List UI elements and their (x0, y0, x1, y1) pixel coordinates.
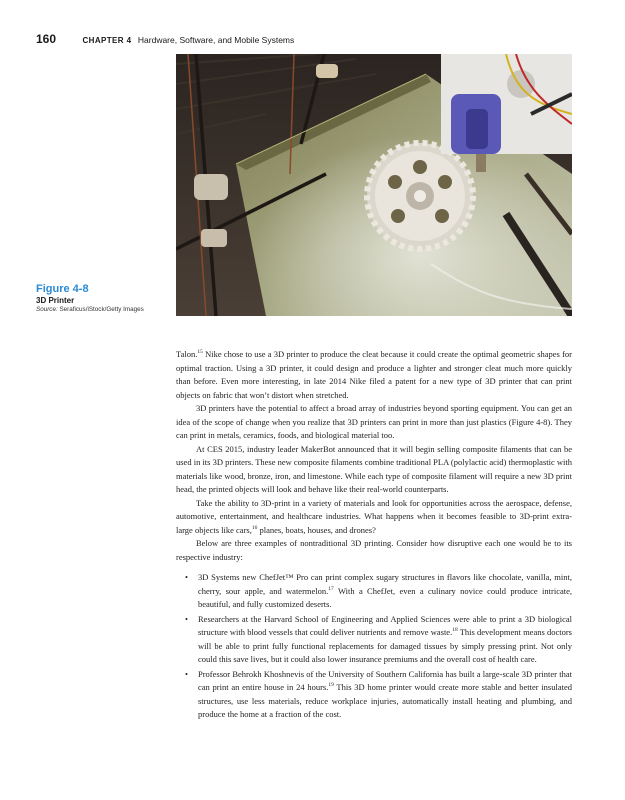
page-number: 160 (36, 32, 57, 46)
list-item: • 3D Systems new ChefJet™ Pro can print complex sugary structures in flavors like chocolate, vanilla, mint, cherry, sour apple, and watermelon.$^{17}$ With a ChefJet, even a culinary novice could produce intricate, beautiful, and fully customized deserts. (198, 571, 572, 612)
figure-label: Figure 4-8 (36, 283, 89, 295)
footnote-ref-15: 15 (197, 349, 203, 355)
figure-photo-3d-printer (176, 54, 572, 316)
list-item: • Researchers at the Harvard School of Engineering and Applied Sciences were able to print a 3D biological structure with blood vessels that could deliver nutrients and remove waste.$^{18}$ This development means doctors will be able to print fully functional replacements for damaged tissues by simply pressing print. Not only could this save lives, but it could also lower insurance premiums and the overall cost of health care. (198, 613, 572, 667)
figure-source-text: Seraficus/iStock/Getty Images (59, 306, 144, 313)
footnote-ref-16: 16 (251, 524, 258, 531)
paragraph-3: At CES 2015, industry leader MakerBot announced that it will begin selling composite filaments that can be used in its 3D printers. These new composite filaments combine traditional PLA (polylactic acid) thermoplastic with materials like wood, bronze, iron, and limestone. While each type of composite filament will require a new 3D print head, the printed objects will look and behave like their real-world counterparts. (176, 443, 572, 494)
running-header (36, 30, 294, 48)
paragraph-5: Below are three examples of nontraditional 3D printing. Consider how disruptive each one would be to its respective industry: (176, 538, 572, 562)
paragraph-2: 3D printers have the potential to affect a broad array of industries beyond sporting equipment. You can get an idea of the scope of change when you realize that 3D printers can print in more than just plastics (Figure 4-8). They can print in metals, ceramics, foods, and biological material too. (176, 403, 572, 440)
figure-title: 3D Printer (36, 296, 75, 305)
chapter-title: Hardware, Software, and Mobile Systems (137, 35, 295, 45)
footnote-ref-17: 17 (328, 585, 334, 592)
figure-caption (36, 283, 171, 313)
footnote-ref-19: 19 (328, 682, 334, 688)
examples-list (176, 571, 572, 722)
figure-source (36, 306, 171, 313)
list-item: • Professor Behrokh Khoshnevis of the University of Southern California has built a large-scale 3D printer that can print an entire house in 24 hours.$^{19}$ This 3D home printer would create more stable and better insulated structures, use less materials, reduce workplace injuries, automatically install heating and plumbing, and produce the home at a fraction of the cost. (198, 668, 572, 722)
chapter-label: CHAPTER 4 (82, 36, 132, 45)
paragraph-4: Take the ability to 3D-print in a variety of materials and look for opportunities across the aerospace, defense, automotive, entertainment, and healthcare industries. What happens when it becomes feasible to 3D-print extra-large objects like cars,$^{16}$ planes, boats, houses, and drones? (176, 497, 572, 535)
paragraph-1: Talon.$^{15}$ Nike chose to use a 3D printer to produce the cleat because it could create the optimal geometric shapes for optimal traction. Using a 3D printer, it could design and produce a lighter and stronger cleat much more quickly than before. Even more interesting, in late 2014 Nike filed a patent for a new type of 3D printer that can print objects on fabric that won’t distort when stretched. (176, 349, 572, 400)
footnote-ref-18: 18 (452, 627, 458, 633)
figure-source-label: Source: (36, 306, 58, 313)
body-text (176, 348, 572, 723)
